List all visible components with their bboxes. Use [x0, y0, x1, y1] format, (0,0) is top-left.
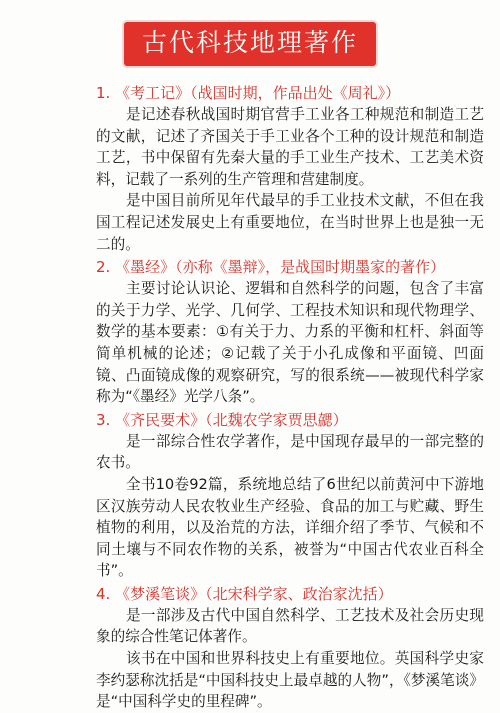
section-paragraph: 全书10卷92篇，系统地总结了6世纪以前黄河中下游地区汉族劳动人民农牧业生产经验、食品的加工与贮藏、野生植物的利用，以及治荒的方法，详细介绍了季节、气候和不同土壤与不同农作物的关系，被誉为“中国古代农业百科全书”。 [96, 475, 484, 580]
section-paragraph: 该书在中国和世界科技史上有重要地位。英国科学史家李约瑟称沈括是“中国科技史上最卓越的人物”，《梦溪笔谈》是“中国科学史的里程碑”。 [96, 650, 484, 711]
section-mojing [16, 256, 484, 408]
page-title: 古代科技地理著作 [124, 22, 376, 66]
content [16, 66, 484, 713]
section-heading: 2. 《墨经》（亦称《墨辩》，是战国时期墨家的著作） [96, 258, 446, 277]
section-heading: 4. 《梦溪笔谈》（北宋科学家、政治家沈括） [96, 584, 393, 603]
section-paragraph: 主要讨论认识论、逻辑和自然科学的问题，包含了丰富的关于力学、光学、几何学、工程技术知识和现代物理学、数学的基本要素：①有关于力、力系的平衡和杠杆、斜面等简单机械的论述；②记载了关于小孔成像和平面镜、凹面镜、凸面镜成像的观察研究，写的很系统——被现代科学家称为“《墨经》光学八条”。 [96, 280, 484, 406]
section-kaogongji [16, 82, 484, 255]
section-paragraph: 是一部综合性农学著作，是中国现存最早的一部完整的农书。 [96, 432, 484, 472]
section-paragraph: 是中国目前所见年代最早的手工业技术文献，不但在我国工程记述发展史上有重要地位，在当时世界上也是独一无二的。 [96, 192, 484, 253]
section-heading: 1. 《考工记》（战国时期，作品出处《周礼》） [96, 84, 401, 102]
section-paragraph: 是记述春秋战国时期官营手工业各工种规范和制造工艺的文献，记述了齐国关于手工业各个工种的设计规范和制造工艺，书中保留有先秦大量的手工业生产技术、工艺美术资料，记载了一系列的生产管理和营建制度。 [96, 106, 484, 188]
section-paragraph: 是一部涉及古代中国自然科学、工艺技术及社会历史现象的综合性笔记体著作。 [96, 606, 484, 646]
section-qiminyaoshu [16, 409, 484, 582]
section-mengxibitan [16, 583, 484, 713]
section-heading: 3. 《齐民要术》（北魏农学家贾思勰） [96, 410, 348, 429]
title-banner [16, 0, 484, 66]
